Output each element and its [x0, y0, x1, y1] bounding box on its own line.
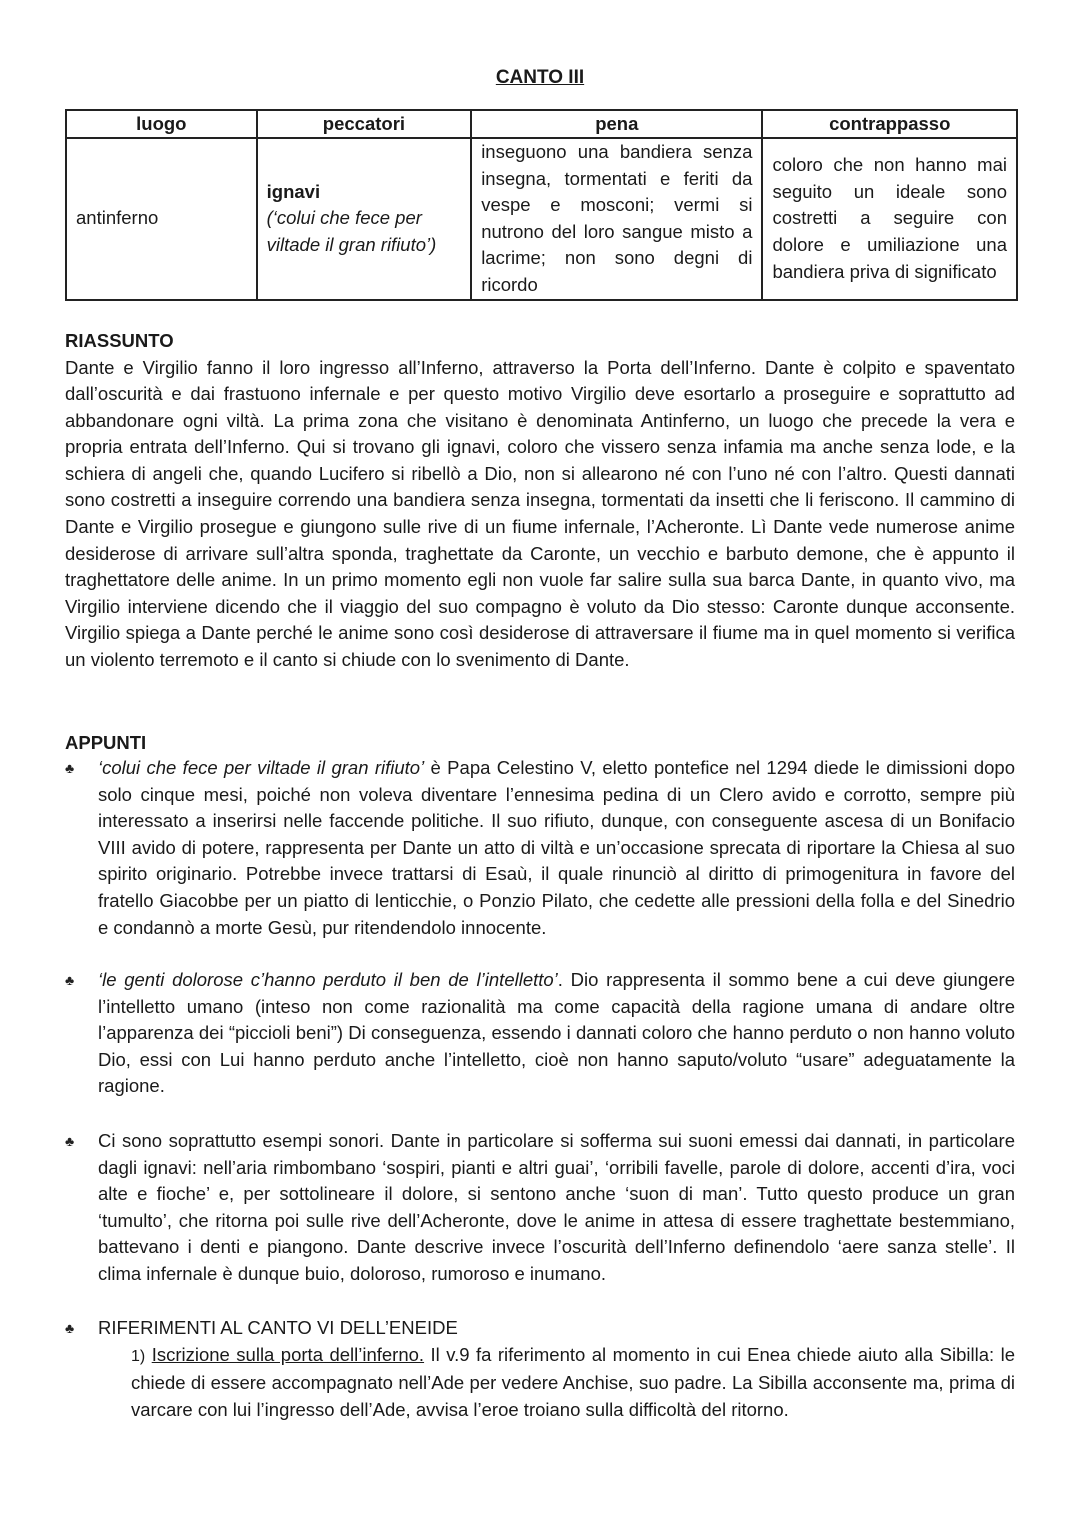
club-bullet-icon: ♣ — [65, 972, 75, 988]
cell-luogo: antinferno — [66, 138, 257, 300]
appunti-note-3 — [65, 1128, 1015, 1288]
table-header-peccatori: peccatori — [257, 110, 472, 138]
note-1-text: è Papa Celestino V, eletto pontefice nel 1294 diede le dimissioni dopo solo cinque mesi, poiché non voleva diventare l’ennesima pedina di un Clero avido e corrotto, sempre più interessato a inserirsi nelle faccende politiche. Il suo rifiuto, dunque, con conseguente ascesa di un Bonifacio VIII avido di potere, rappresenta per Dante un atto di viltà e un’occasione sprecata di riportare la Chiesa al suo spirito originario. Potrebbe invece trattarsi di Esaù, il quale rinunciò al diritto di primogenitura in favore del fratello Giacobbe per un piatto di lenticchie, o Ponzio Pilato, che cedette alle pressioni della folla e del Sinedrio e condannò a morte Gesù, pur ritendendolo innocente. — [98, 757, 1015, 938]
club-bullet-icon: ♣ — [65, 760, 75, 776]
peccatori-name: ignavi — [266, 180, 321, 202]
riassunto-heading: RIASSUNTO — [65, 330, 174, 351]
note-4-link: Iscrizione sulla porta dell’inferno. — [151, 1343, 425, 1365]
riassunto-section — [65, 328, 1015, 674]
appunti-note-2 — [65, 967, 1015, 1100]
club-bullet-icon: ♣ — [65, 1320, 75, 1336]
note-4-item — [131, 1342, 1015, 1424]
note-4-heading: RIFERIMENTI AL CANTO VI DELL’ENEIDE — [98, 1317, 458, 1338]
riassunto-text: Dante e Virgilio fanno il loro ingresso all’Inferno, attraverso la Porta dell’Inferno. Dante è colpito e spaventato dall’oscurità e dai frastuono infernale e per questo motivo Virgilio deve esortarlo a proseguire e soprattutto ad abbandonare ogni viltà. La prima zona che visitano è denominata Antinferno, un luogo che precede la vera e propria entrata dell’Inferno. Qui si trovano gli ignavi, coloro che vissero senza infamia ma anche senza lode, e la schiera di angeli che, quando Lucifero si ribellò a Dio, non si allearono né con l’uno né con l’altro. Questi dannati sono costretti a inseguire correndo una bandiera senza insegna, tormentati da insetti che li feriscono. Il cammino di Dante e Virgilio prosegue e giungono sulle rive di un fiume infernale, l’Acheronte. Lì Dante vede numerose anime desiderose di arrivare sull’altra sponda, traghettate da Caronte, un vecchio e barbuto demone, che è appunto il traghettatore delle anime. In un primo momento egli non vuole far salire sulla sua barca Dante, in quanto vivo, ma Virgilio interviene dicendo che il viaggio del suo compagno è voluto da Dio stesso: Caronte dunque acconsente. Virgilio spiega a Dante perché le anime sono così desiderose di attraversare il fiume ma in quel momento si verifica un violento terremoto e il canto si chiude con lo svenimento di Dante. — [65, 356, 1015, 671]
note-4-text: Il v.9 fa riferimento al momento in cui Enea chiede aiuto alla Sibilla: le chiede di essere accompagnato nell’Ade per vedere Anchise, suo padre. La Sibilla acconsente ma, prima di varcare con lui l’ingresso dell’Ade, avvisa l’eroe troiano sulla difficoltà del ritorno. — [131, 1343, 1015, 1420]
peccatori-quote: (‘colui che fece per viltade il gran rifiuto’) — [266, 207, 437, 256]
note-3-text: Ci sono soprattutto esempi sonori. Dante in particolare si sofferma sui suoni emessi dai dannati, in particolare dagli ignavi: nell’aria rimbombano ‘sospiri, pianti e altri guai’, ‘orribili favelle, parole di dolore, accenti d’ira, voci alte e fioche’ e, per sottolineare il dolore, si sentono anche ‘suon di man’. Tutto questo produce un gran ‘tumulto’, che ritorna poi sulle rive dell’Acheronte, dove le anime in attesa di essere traghettate bestemmiano, battevano i denti e piangono. Dante descrive invece l’oscurità dell’Inferno definendolo ‘aere sanza stelle’. Il clima infernale è dunque buio, doloroso, rumoroso e inumano. — [98, 1130, 1015, 1284]
page-title: CANTO III — [495, 67, 585, 88]
appunti-note-4 — [65, 1315, 1015, 1423]
table-row — [66, 138, 1017, 300]
cell-contrappasso: coloro che non hanno mai seguito un ideale sono costretti a seguire con dolore e umiliazione una bandiera priva di significato — [762, 138, 1017, 300]
note-1-quote: ‘colui che fece per viltade il gran rifiuto’ — [98, 757, 425, 778]
table-header-contrappasso: contrappasso — [762, 110, 1017, 138]
cell-pena: inseguono una bandiera senza insegna, tormentati e feriti da vespe e mosconi; vermi si nutrono del loro sangue misto a lacrime; non sono degni di ricordo — [471, 138, 762, 300]
cell-peccatori — [257, 138, 472, 300]
appunti-note-1 — [65, 755, 1015, 941]
note-2-quote: ‘le genti dolorose c’hanno perduto il ben de l’intelletto’ — [98, 969, 558, 990]
note-2-text: . Dio rappresenta il sommo bene a cui deve giungere l’intelletto umano (inteso non come razionalità ma come capacità della ragione umana di andare oltre l’apparenza dei “piccioli beni”) Di conseguenza, essendo i dannati coloro che hanno perduto o non hanno voluto Dio, essi con Lui hanno perduto anche l’intelletto, cioè non hanno saputo/voluto “usare” adeguatamente la ragione. — [98, 969, 1015, 1097]
table-header-luogo: luogo — [66, 110, 257, 138]
table-header-row — [66, 110, 1017, 138]
appunti-heading-block — [65, 730, 1015, 757]
canto-table — [65, 109, 1018, 301]
table-header-pena: pena — [471, 110, 762, 138]
note-4-number: 1) — [131, 1347, 146, 1365]
club-bullet-icon: ♣ — [65, 1133, 75, 1149]
appunti-heading: APPUNTI — [65, 732, 147, 753]
